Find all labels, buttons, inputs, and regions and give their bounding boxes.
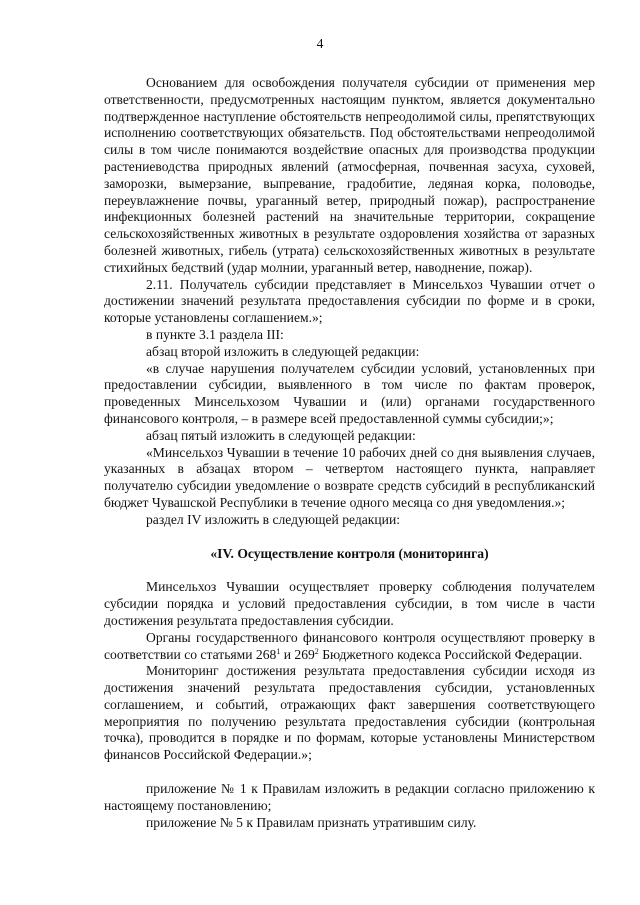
paragraph-clause-3-1: в пункте 3.1 раздела III: <box>146 326 284 342</box>
paragraph-2-11: 2.11. Получатель субсидии представляет в Минсельхоз Чувашии отчет о достижении значений результата предоставления субсидии по форме и в сроки, которые установлены соглашением.»; <box>104 276 595 326</box>
page-number: 4 <box>316 36 324 51</box>
paragraph-section-iv-intro: раздел IV изложить в следующей редакции: <box>146 511 401 527</box>
paragraph-appendix-1: приложение № 1 к Правилам изложить в редакции согласно приложению к настоящему постановлению; <box>104 781 595 813</box>
footnote-superscript: 2 <box>314 646 319 656</box>
paragraph-force-majeure: Основанием для освобождения получателя субсидии от применения мер ответственности, предусмотренных настоящим пунктом, является документально подтвержденное наступление обстоятельств непреодолимой силы, препятствующих исполнению соответствующих обязательств. Под обстоятельствами непреодолимой силы в том числе понимаются воздействие опасных для производства продукции растениеводства природных явлений (атмосферная, почвенная засуха, суховей, заморозки, вымерзание, выпревание, градобитие, ледяная корка, половодье, переувлажнение почвы, ураганный ветер, природный пожар), распространение инфекционных болезней растений на значительные территории, сокращение сельскохозяйственных животных в результате оздоровления хозяйства от заразных болезней животных, гибель (утрата) сельскохозяйственных животных в результате стихийных бедствий (удар молнии, ураганный ветер, наводнение, пожар). <box>104 75 595 275</box>
paragraph-monitoring: Мониторинг достижения результата предоставления субсидии исходя из достижения значений результата предоставления субсидии, установленных соглашением, и событий, отражающих факт завершения соответствующего мероприятия по получению результата предоставления субсидии (контрольная точка), проводится в порядке и по формам, которые установлены Министерством финансов Российской Федерации.»; <box>104 663 595 763</box>
paragraph-fifth-paragraph-intro: абзац пятый изложить в следующей редакции: <box>146 427 416 443</box>
paragraph-violation-case: «в случае нарушения получателем субсидии условий, установленных при предоставлении субсидии, выявленного в том числе по фактам проверок, проведенных Минсельхозом Чувашии и (или) органами государственного финансового контроля, – в размере всей предоставленной суммы субсидии;»; <box>104 360 595 426</box>
paragraph-second-paragraph-intro: абзац второй изложить в следующей редакции: <box>146 343 420 359</box>
document-body <box>104 75 595 831</box>
paragraph-appendix-5: приложение № 5 к Правилам признать утратившим силу. <box>146 814 477 830</box>
section-iv-heading: «IV. Осуществление контроля (мониторинга) <box>210 545 489 561</box>
paragraph-notification: «Минсельхоз Чувашии в течение 10 рабочих дней со дня выявления случаев, указанных в абзацах втором – четвертом настоящего пункта, направляет получателю субсидии уведомление о возврате средств субсидий в республиканский бюджет Чувашской Республики в течение одного месяца со дня уведомления.»; <box>104 444 595 510</box>
footnote-superscript: 1 <box>276 646 281 656</box>
paragraph-financial-control: Органы государственного финансового контроля осуществляют проверку в соответствии со статьями $268^1$ и $269^2$ Бюджетного кодекса Российской Федерации. <box>104 629 595 662</box>
paragraph-verification: Минсельхоз Чувашии осуществляет проверку соблюдения получателем субсидии порядка и условий предоставления субсидии, в том числе в части достижения результата предоставления субсидии. <box>104 579 595 628</box>
